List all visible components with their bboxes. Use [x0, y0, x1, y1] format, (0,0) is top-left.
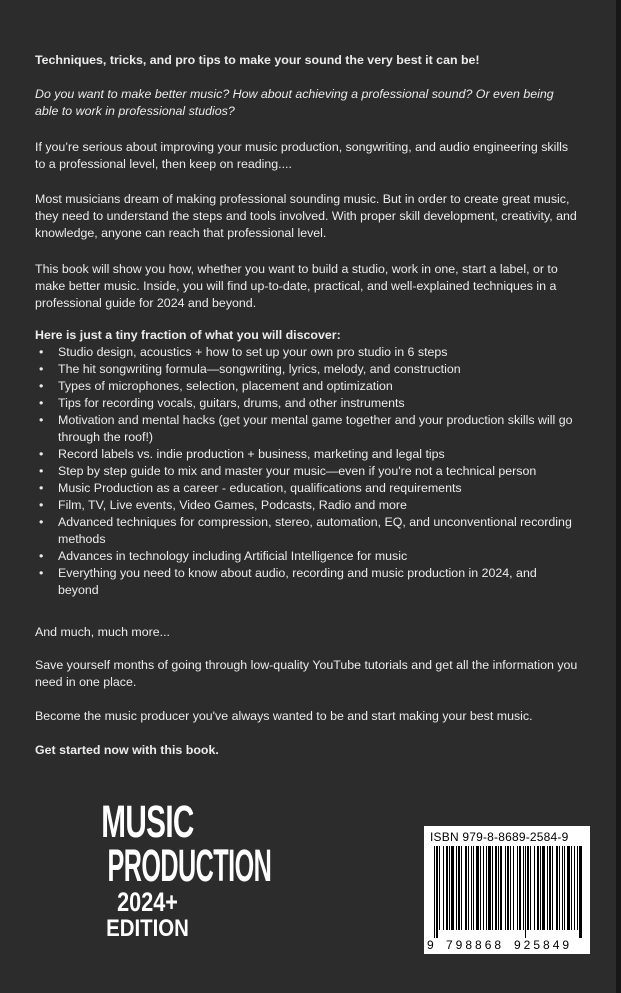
list-item: • Step by step guide to mix and master your music—even if you're not a technical person: [35, 463, 580, 480]
spine-edge: [616, 0, 621, 993]
list-item: • Music Production as a career - education, qualifications and requirements: [35, 480, 580, 497]
barcode-bar: [564, 846, 565, 930]
barcode-bar: [574, 846, 575, 930]
barcode-bar: [552, 846, 553, 930]
barcode-bar: [507, 846, 509, 930]
much-more: And much, much more...: [35, 625, 170, 639]
barcode-bar: [446, 846, 448, 930]
features-heading: Here is just a tiny fraction of what you will discover:: [35, 328, 341, 342]
paragraph-5: Become the music producer you've always wanted to be and start making your best music.: [35, 709, 533, 723]
list-item: • Advances in technology including Artificial Intelligence for music: [35, 548, 580, 565]
logo-production: PRODUCTION: [107, 840, 272, 891]
logo-edition: EDITION: [106, 915, 189, 942]
barcode-bar: [461, 846, 462, 930]
barcode-bar: [547, 846, 548, 930]
barcode-bar: [540, 846, 541, 930]
barcode-bar: [519, 846, 521, 930]
barcode-bar: [527, 846, 529, 930]
barcode-bar: [456, 846, 457, 930]
barcode-bar: [495, 846, 497, 930]
feature-list: [35, 344, 580, 599]
barcode-bar: [434, 846, 435, 938]
list-item: • Advanced techniques for compression, stereo, automation, EQ, and unconventional recording methods: [35, 514, 580, 548]
barcode-bar: [498, 846, 499, 930]
list-item: • Tips for recording vocals, guitars, drums, and other instruments: [35, 395, 580, 412]
questions-paragraph: Do you want to make better music? How about achieving a professional sound? Or even being able to work in professional studios?: [35, 87, 554, 118]
barcode-digits-left: 798868: [446, 938, 505, 952]
barcode-bar: [480, 846, 481, 930]
list-item: • Motivation and mental hacks (get your mental game together and your production skills will go through the roof!): [35, 412, 580, 446]
barcode-bars: [434, 846, 582, 938]
book-logo: [76, 796, 272, 942]
barcode-digits-right: 925849: [514, 938, 573, 952]
paragraph-4: Save yourself months of going through low-quality YouTube tutorials and get all the information you need in one place.: [35, 658, 578, 689]
logo-year: 2024+: [117, 887, 178, 917]
barcode-bar: [517, 846, 518, 930]
barcode-bar: [549, 846, 551, 930]
barcode-digit-first: 9: [427, 938, 434, 952]
barcode-digits: [424, 938, 590, 954]
barcode-bar: [439, 846, 440, 930]
barcode-bar: [523, 846, 524, 930]
barcode-bar: [436, 846, 438, 938]
barcode-bar: [486, 846, 487, 930]
barcode-bar: [471, 846, 472, 930]
barcode-bar: [579, 846, 582, 938]
list-item: • Record labels vs. indie production + business, marketing and legal tips: [35, 446, 580, 463]
barcode-bar: [443, 846, 444, 930]
list-item: • Studio design, acoustics + how to set up your own pro studio in 6 steps: [35, 344, 580, 361]
barcode-bar: [577, 846, 578, 930]
paragraph-2: Most musicians dream of making professional sounding music. But in order to create great music, they need to understand the steps and tools involved. With proper skill development, creativity, and knowledge, anyone can reach that professional level.: [35, 192, 577, 240]
barcode-bar: [473, 846, 474, 930]
barcode-bar: [513, 846, 514, 930]
barcode: [424, 826, 590, 954]
barcode-bar: [571, 846, 572, 930]
barcode-bar: [559, 846, 560, 930]
barcode-bar: [562, 846, 563, 930]
barcode-bar: [556, 846, 558, 930]
barcode-bar: [483, 846, 484, 930]
paragraph-1: If you’re serious about improving your music production, songwriting, and audio engineering skills to a professional level, then keep on reading....: [35, 140, 569, 171]
logo-music: MUSIC: [101, 796, 194, 847]
barcode-bar: [465, 846, 467, 930]
isbn-label: ISBN 979-8-8689-2584-9: [430, 830, 569, 844]
barcode-bar: [537, 846, 539, 930]
headline: Techniques, tricks, and pro tips to make your sound the very best it can be!: [35, 53, 480, 67]
barcode-bar: [451, 846, 454, 930]
barcode-bar: [468, 846, 469, 930]
barcode-bar: [488, 846, 491, 930]
barcode-bar: [476, 846, 479, 930]
list-item: • Everything you need to know about audio, recording and music production in 2024, and beyond: [35, 565, 580, 599]
barcode-bar: [492, 846, 493, 930]
call-to-action: Get started now with this book.: [35, 743, 219, 757]
barcode-bar: [458, 846, 460, 930]
barcode-bar: [525, 846, 526, 938]
barcode-bar: [567, 846, 570, 930]
barcode-bar: [534, 846, 535, 930]
barcode-bar: [505, 846, 506, 930]
list-item: • The hit songwriting formula—songwriting, lyrics, melody, and construction: [35, 361, 580, 378]
paragraph-3: This book will show you how, whether you want to build a studio, work in one, start a label, or to make better music. Inside, you will find up-to-date, practical, and well-explained techniques in a professional guide for 2024 and beyond.: [35, 262, 558, 310]
barcode-bar: [500, 846, 502, 930]
barcode-bar: [530, 846, 531, 930]
barcode-bar: [510, 846, 511, 930]
list-item: • Film, TV, Live events, Video Games, Podcasts, Radio and more: [35, 497, 580, 514]
barcode-bar: [542, 846, 545, 930]
list-item: • Types of microphones, selection, placement and optimization: [35, 378, 580, 395]
barcode-bar: [449, 846, 450, 930]
